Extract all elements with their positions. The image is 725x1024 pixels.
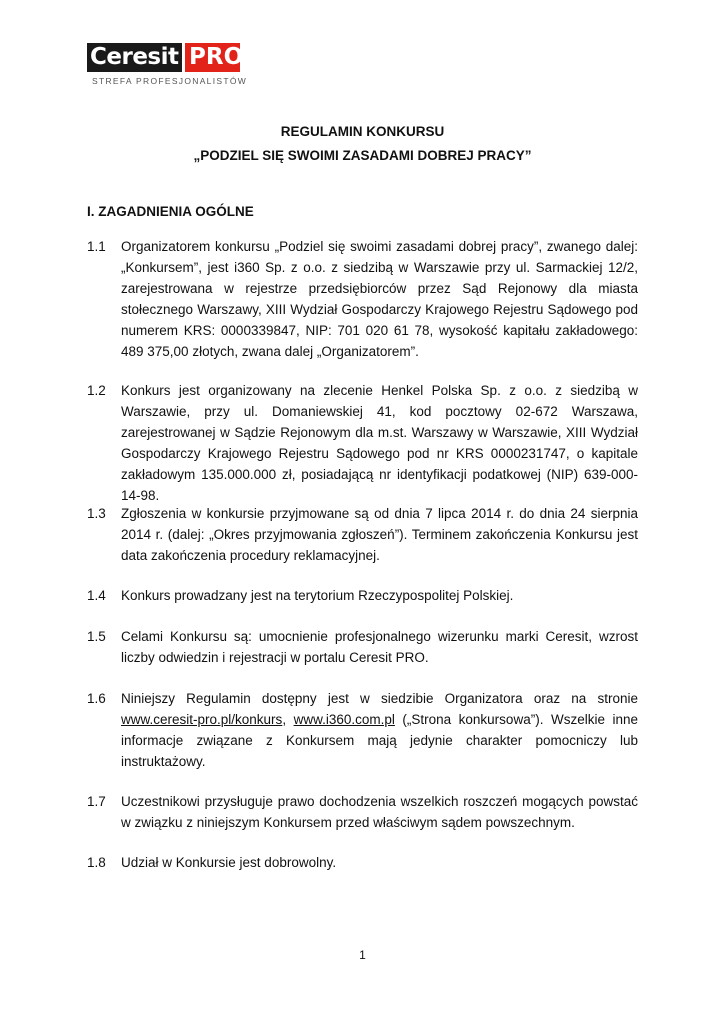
logo-brand: Ceresit — [87, 43, 182, 72]
clause-number: 1.5 — [87, 629, 106, 644]
logo-badge: PRO — [185, 43, 240, 72]
clause-text: Udział w Konkursie jest dobrowolny. — [121, 855, 337, 870]
clause-number: 1.7 — [87, 794, 106, 809]
clause-text-after: („Strona konkursowa”). Wszelkie inne informacje związane z Konkursem mają jedynie charakter pomocniczy lub instruktażowy. — [121, 712, 638, 769]
clause-1-3 — [87, 503, 638, 566]
clause-text: Organizatorem konkursu „Podziel się swoimi zasadami dobrej pracy”, zwanego dalej: „Konkursem”, jest i360 Sp. z o.o. z siedzibą w Warszawie przy ul. Sarmackiej 12/2, zarejestrowana w rejestrze przedsiębiorców przez Sąd Rejonowy dla miasta stołecznego Warszawy, XIII Wydział Gospodarczy Krajowego Rejestru Sądowego pod numerem KRS: 0000339847, NIP: 701 020 61 78, wysokość kapitału zakładowego: 489 375,00 złotych, zwana dalej „Organizatorem”. — [121, 239, 638, 359]
clause-number: 1.6 — [87, 691, 106, 706]
clause-1-7 — [87, 791, 638, 833]
clause-number: 1.2 — [87, 383, 106, 398]
clause-text: Zgłoszenia w konkursie przyjmowane są od dnia 7 lipca 2014 r. do dnia 24 sierpnia 2014 r. (dalej: „Okres przyjmowania zgłoszeń”). Terminem zakończenia Konkursu jest data zakończenia procedury reklamacyjnej. — [121, 506, 638, 563]
clause-1-4 — [87, 585, 638, 606]
page-number: 1 — [359, 948, 366, 962]
clause-1-2 — [87, 380, 638, 506]
logo-tagline: STREFA PROFESJONALISTÓW — [92, 76, 248, 86]
document-title — [0, 120, 725, 168]
clause-text: Celami Konkursu są: umocnienie profesjonalnego wizerunku marki Ceresit, wzrost liczby odwiedzin i rejestracji w portalu Ceresit PRO. — [121, 629, 638, 665]
clause-number: 1.3 — [87, 506, 106, 521]
title-line-1: REGULAMIN KONKURSU — [280, 124, 445, 139]
clause-1-6 — [87, 688, 638, 772]
clause-1-5 — [87, 626, 638, 668]
ceresit-konkurs-link[interactable]: www.ceresit-pro.pl/konkurs — [121, 712, 283, 727]
clause-text: Konkurs prowadzany jest na terytorium Rzeczypospolitej Polskiej. — [121, 588, 514, 603]
i360-link[interactable]: www.i360.com.pl — [293, 712, 395, 727]
clause-number: 1.8 — [87, 855, 106, 870]
clause-number: 1.4 — [87, 588, 106, 603]
clause-1-1 — [87, 236, 638, 362]
ceresit-pro-logo — [87, 43, 248, 86]
clause-text: Konkurs jest organizowany na zlecenie Henkel Polska Sp. z o.o. z siedzibą w Warszawie, przy ul. Domaniewskiej 41, kod pocztowy 02-672 Warszawa, zarejestrowanej w Sądzie Rejonowym dla m.st. Warszawy w Warszawie, XIII Wydział Gospodarczy Krajowego Rejestru Sądowego pod nr KRS 0000231747, o kapitale zakładowym 135.000.000 zł, posiadającą nr identyfikacji podatkowej (NIP) 639-000-14-98. — [121, 383, 638, 503]
clause-text: Uczestnikowi przysługuje prawo dochodzenia wszelkich roszczeń mogących powstać w związku z niniejszym Konkursem przed właściwym sądem powszechnym. — [121, 794, 638, 830]
clause-number: 1.1 — [87, 239, 106, 254]
title-line-2: „PODZIEL SIĘ SWOIMI ZASADAMI DOBREJ PRACY” — [193, 148, 532, 163]
link-separator: , — [282, 712, 294, 727]
clause-text — [121, 688, 638, 772]
logo-wordmark — [87, 43, 244, 72]
section-heading: I. ZAGADNIENIA OGÓLNE — [87, 204, 254, 219]
clause-1-8 — [87, 852, 638, 873]
clause-text-before: Niniejszy Regulamin dostępny jest w siedzibie Organizatora oraz na stronie — [121, 691, 638, 706]
